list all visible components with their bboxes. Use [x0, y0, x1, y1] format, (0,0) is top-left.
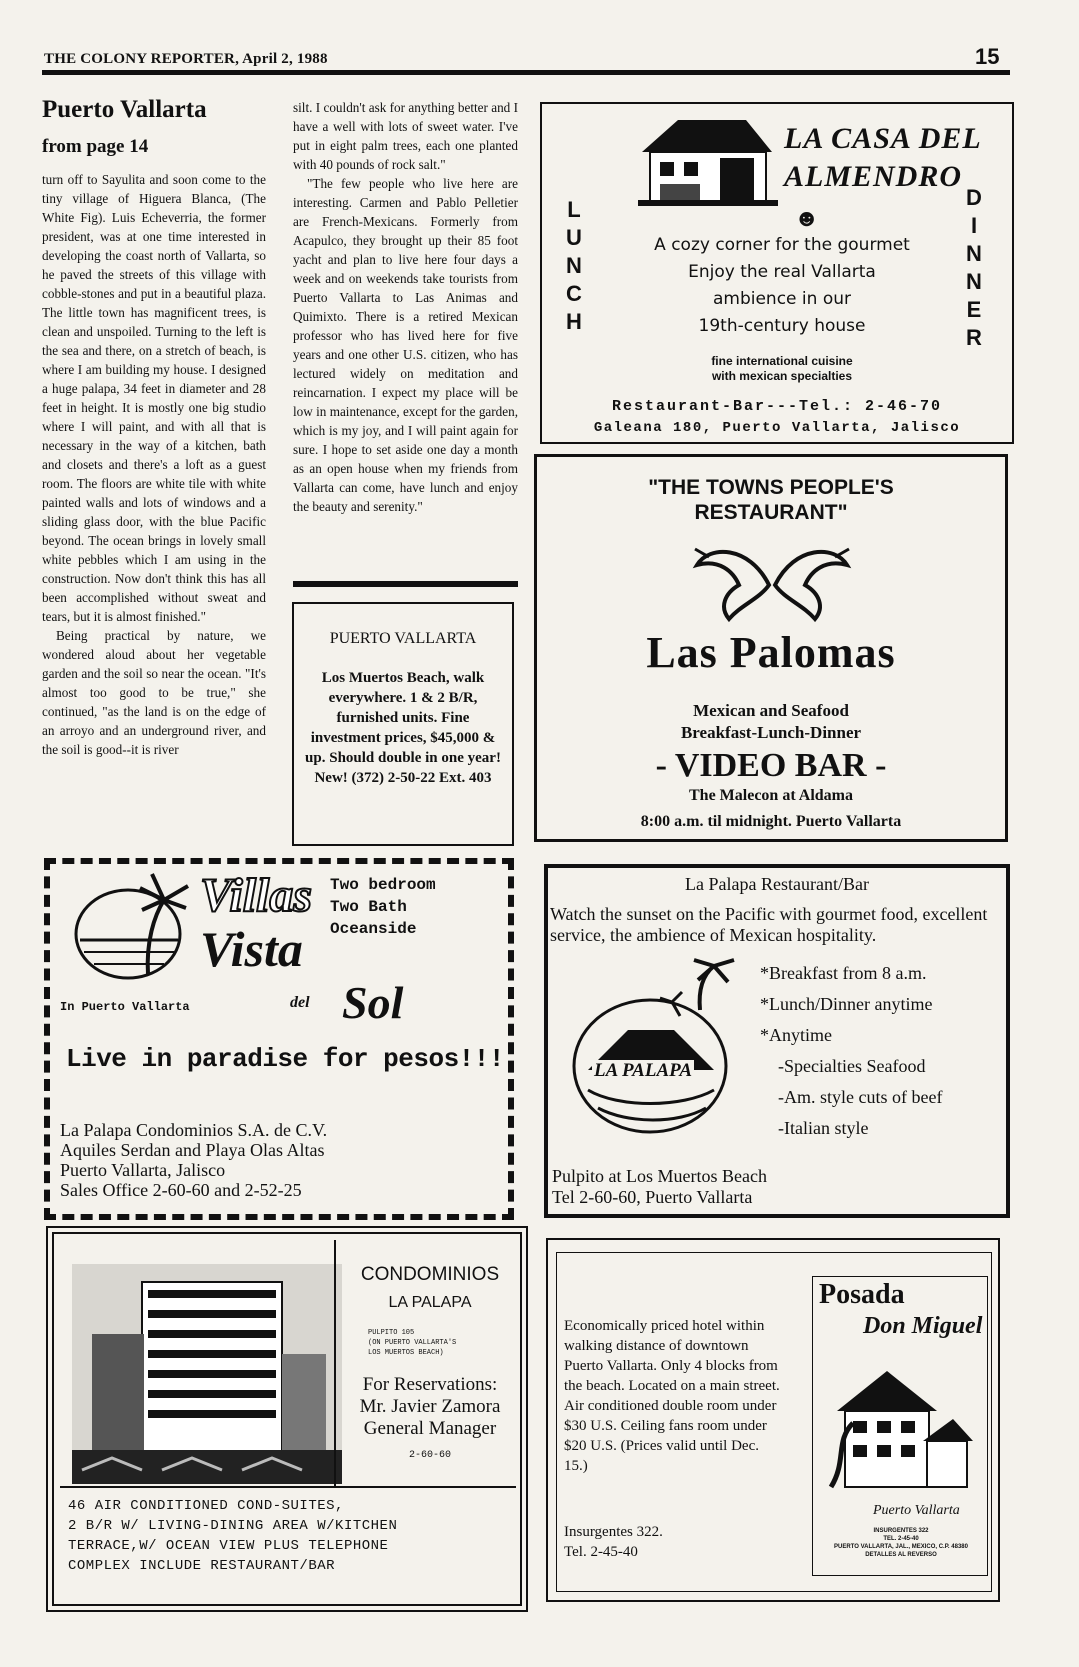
posada-address-1: Insurgentes 322. — [564, 1524, 663, 1540]
casa-contact: Restaurant-Bar---Tel.: 2-46-70 — [611, 398, 943, 415]
condo-res-1: For Reservations: — [362, 1374, 498, 1395]
palapa-item-3: *Anytime — [760, 1025, 832, 1045]
palomas-location: The Malecon at Aldama — [689, 787, 853, 804]
dinner-letter: I — [970, 213, 978, 238]
article-paragraph: "The few people who live here are interesting. Carmen and Pablo Pelletier are French-Mexicans. Formerly from Acapulco, they brought up their 85 foot yacht and plan to live here four days a week and on weekends take tourists from Puerto Vallarta to Las Animas and Quimixto. There is a retired Mexican professor who has lived here for five years and one other U.S. citizen, who has lectured widely on meditation and reincarnation. I expect my place will be low in maintenance, except for the garden, which is my joy, and I will paint again for sure. I hope to set aside one day a month as an open house when my friends from Vallarta can come, have lunch and enjoy the beauty and serenity." — [293, 176, 518, 514]
article-paragraph: turn off to Sayulita and soon come to the tiny village of Higuera Blanca, (The White Fig). Luis Echeverria, the former president, was at one time interested in developing the coast north of Vallarta, so he paved the streets of this village with cobble-stones and put in a beautiful plaza. The little town has magnificent trees, is clean and unspoiled. Turning to the left is the sea and there, on a stretch of beach, is where I am building my house. I designed a huge palapa, 34 feet in diameter and 28 feet in height. It is mostly one big studio where I will paint, and with all that is necessary in the way of a kitchen, bath and closets and there's a loft as a guest room. The floors are white tile with white painted walls and lots of windows and a sliding glass door, with the blue Pacific beyond. The ocean brings in lovely small white pebbles which I am using in the construction. Now don't think this has all been accomplished without sweat and tears, but it is almost finished." — [42, 172, 266, 624]
posada-card — [812, 1276, 988, 1576]
villas-address-1: La Palapa Condominios S.A. de C.V. — [60, 1120, 328, 1140]
doves-icon — [689, 535, 855, 627]
condo-feature-3: TERRACE,W/ OCEAN VIEW PLUS TELEPHONE — [68, 1538, 389, 1554]
villas-address — [60, 1120, 327, 1200]
posada-fine-1: INSURGENTES 322 — [873, 1528, 929, 1534]
posada-fine-4: DETALLES AL REVERSO — [865, 1552, 937, 1558]
palapa-item-6: -Italian style — [778, 1118, 869, 1138]
condo-subtitle: LA PALAPA — [388, 1294, 472, 1311]
villas-feature-3: Oceanside — [330, 920, 417, 938]
condo-feature-2: 2 B/R W/ LIVING-DINING AREA W/KITCHEN — [68, 1518, 398, 1534]
posada-logo-1: Posada — [819, 1279, 905, 1310]
palapa-footer — [552, 1166, 767, 1208]
palomas-name: Las Palomas — [646, 628, 896, 677]
la-palapa-logo — [568, 958, 738, 1138]
ad-posada-don-miguel — [546, 1238, 1000, 1602]
palapa-item-1: *Breakfast from 8 a.m. — [760, 963, 927, 983]
posada-address-2: Tel. 2-45-40 — [564, 1544, 638, 1560]
condo-features — [68, 1496, 397, 1576]
villas-feature-2: Two Bath — [330, 898, 407, 916]
casa-fine-cuisine — [602, 354, 962, 384]
casa-tag-3: ambience in our — [712, 289, 851, 309]
palapa-intro: Watch the sunset on the Pacific with gourmet food, excellent service, the ambience of Mexican hospitality. — [550, 904, 988, 945]
casa-address: Galeana 180, Puerto Vallarta, Jalisco — [593, 420, 961, 436]
posada-logo-2: Don Miguel — [863, 1313, 983, 1339]
condo-title: CONDOMINIOS — [360, 1264, 500, 1285]
article-paragraph: silt. I couldn't ask for anything better and I have a well with lots of sweet water. I've put in eight palm trees, each one planted with 40 pounds of rock salt." — [293, 100, 518, 172]
villas-place: In Puerto Vallarta — [60, 1000, 190, 1014]
villas-address-4: Sales Office 2-60-60 and 2-52-25 — [60, 1180, 302, 1200]
ad-la-palapa-restaurant — [544, 864, 1010, 1218]
villas-logo-vista: Vista — [200, 921, 303, 977]
palomas-hours: 8:00 a.m. til midnight. Puerto Vallarta — [640, 813, 902, 830]
palapa-logo-text: LA PALAPA — [594, 1060, 692, 1081]
casa-tagline — [602, 232, 962, 340]
dinner-letter: N — [966, 241, 982, 266]
palapa-footer-1: Pulpito at Los Muertos Beach — [552, 1166, 767, 1186]
dinner-letter: E — [966, 297, 982, 322]
classified-ad — [292, 602, 514, 846]
palomas-line1: Mexican and Seafood — [693, 701, 849, 720]
villas-logo-del: del — [290, 994, 310, 1011]
lunch-letter: H — [566, 309, 582, 334]
classified-title: PUERTO VALLARTA — [329, 630, 477, 647]
article-column-2 — [293, 98, 518, 576]
dinner-letter: D — [966, 185, 982, 210]
masthead-title: THE COLONY REPORTER, April 2, 1988 — [44, 51, 328, 67]
posada-fine-2: TEL. 2-45-40 — [883, 1536, 919, 1542]
article-headline: Puerto Vallarta — [42, 96, 207, 123]
palm-tree-sunset-illustration — [70, 872, 192, 982]
posada-body: Economically priced hotel within walking distance of downtown Puerto Vallarta. Only 4 blocks from the beach. Located on a main street. Air conditioned double room under $30 U.S. Ceiling fans room under $20 U.S. (Prices valid until Dec. 15.) — [564, 1318, 780, 1474]
casa-logo-line1: LA CASA DEL — [784, 122, 982, 155]
casa-fine-1: fine international cuisine — [711, 354, 853, 368]
villas-slogan: Live in paradise for pesos!!! — [66, 1044, 504, 1074]
palomas-title — [537, 475, 1005, 525]
palapa-item-4: -Specialties Seafood — [778, 1056, 926, 1076]
ad-villas-vista-del-sol — [44, 858, 514, 1220]
posada-fine-print — [813, 1527, 989, 1559]
palapa-title: La Palapa Restaurant/Bar — [685, 874, 869, 894]
palapa-menu-items — [760, 958, 942, 1144]
lunch-letter: L — [567, 197, 581, 222]
condo-small-3: LOS MUERTOS BEACH) — [368, 1349, 444, 1357]
chef-hat-icon: ☻ — [794, 206, 820, 232]
palapa-item-2: *Lunch/Dinner anytime — [760, 994, 933, 1014]
condo-divider-vertical — [334, 1240, 336, 1486]
article-column-1 — [42, 170, 266, 832]
posada-building-illustration — [827, 1351, 977, 1501]
ad-condominios-la-palapa — [52, 1232, 522, 1606]
lunch-letter: N — [566, 253, 582, 278]
condo-feature-1: 46 AIR CONDITIONED COND-SUITES, — [68, 1498, 344, 1514]
villas-address-2: Aquiles Serdan and Playa Olas Altas — [60, 1140, 325, 1160]
palomas-title-1: "THE TOWNS PEOPLE'S — [648, 476, 894, 499]
casa-fine-2: with mexican specialties — [711, 369, 853, 383]
condo-small-1: PULPITO 105 — [368, 1329, 415, 1337]
header-rule — [42, 70, 1010, 75]
casa-tag-2: Enjoy the real Vallarta — [688, 262, 876, 282]
condo-res-2: Mr. Javier Zamora — [359, 1396, 501, 1417]
villas-logo-villas: Villas — [200, 869, 313, 922]
lunch-letter: C — [566, 281, 582, 306]
palapa-footer-2: Tel 2-60-60, Puerto Vallarta — [552, 1187, 753, 1207]
posada-logo-3: Puerto Vallarta — [873, 1503, 960, 1518]
villas-address-3: Puerto Vallarta, Jalisco — [60, 1160, 226, 1180]
condo-phone: 2-60-60 — [408, 1450, 451, 1461]
villas-feature-1: Two bedroom — [330, 876, 436, 894]
lunch-vertical — [562, 196, 586, 336]
house-illustration — [638, 114, 778, 206]
palomas-line2: Breakfast-Lunch-Dinner — [680, 723, 862, 742]
condo-res-3: General Manager — [363, 1418, 497, 1439]
condo-feature-4: COMPLEX INCLUDE RESTAURANT/BAR — [68, 1558, 336, 1574]
posada-address — [564, 1522, 663, 1562]
classified-body: Los Muertos Beach, walk everywhere. 1 & 2 B/R, furnished units. Fine investment prices, $45,000 & up. Should double in one year! New! (372) 2-50-22 Ext. 403 — [305, 670, 501, 786]
posada-fine-3: PUERTO VALLARTA, JAL., MEXICO, C.P. 48380 — [834, 1544, 968, 1550]
article-paragraph: Being practical by nature, we wondered aloud about her vegetable garden and the soil so near the ocean. "It's almost too good to be true," she continued, "as the land is on the edge of an arroyo and an underground river, and the soil is good--it is river — [42, 628, 266, 757]
dinner-letter: N — [966, 269, 982, 294]
column-rule — [293, 581, 518, 587]
dinner-letter: R — [966, 325, 982, 350]
palomas-title-2: RESTAURANT" — [694, 501, 848, 524]
condo-reservations — [340, 1374, 520, 1440]
casa-tag-4: 19th-century house — [698, 316, 866, 336]
casa-tag-1: A cozy corner for the gourmet — [654, 235, 910, 255]
condo-small-address — [368, 1328, 456, 1358]
ad-casa-del-almendro — [540, 102, 1014, 444]
ad-las-palomas — [534, 454, 1008, 842]
condo-small-2: (ON PUERTO VALLARTA'S — [368, 1339, 457, 1347]
page-number: 15 — [975, 44, 1000, 69]
article-subhead: from page 14 — [42, 136, 149, 157]
villas-logo-sol: Sol — [342, 977, 404, 1028]
dinner-vertical — [962, 184, 986, 352]
casa-logo-line2: ALMENDRO — [784, 160, 963, 193]
palomas-video-bar: - VIDEO BAR - — [655, 747, 887, 784]
villas-features — [330, 874, 436, 940]
condo-divider — [60, 1486, 516, 1488]
lunch-letter: U — [566, 225, 582, 250]
building-photo — [72, 1264, 342, 1484]
palapa-item-5: -Am. style cuts of beef — [778, 1087, 943, 1107]
